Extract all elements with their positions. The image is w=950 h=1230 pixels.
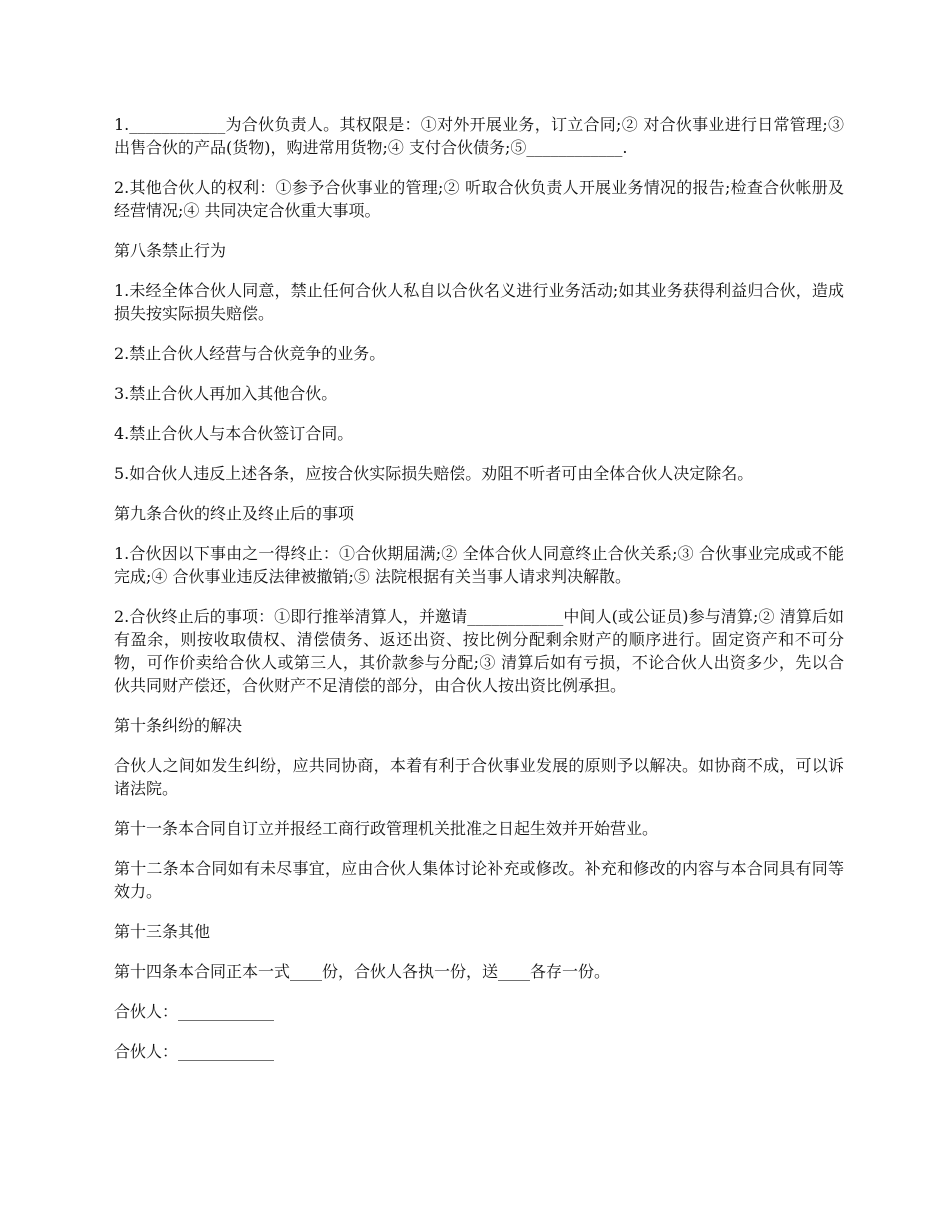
article-12-text: 第十二条本合同如有未尽事宜，应由合伙人集体讨论补充或修改。补充和修改的内容与本合同具有同等效力。 (114, 859, 844, 901)
article-8-item-2: 2.禁止合伙人经营与合伙竞争的业务。 (114, 344, 386, 363)
article-10-text: 合伙人之间如发生纠纷，应共同协商，本着有利于合伙事业发展的原则予以解决。如协商不成，可以诉诸法院。 (114, 756, 844, 798)
heading-article-10: 第十条纠纷的解决 (114, 716, 243, 735)
clause-partner-in-charge: 1.____________为合伙负责人。其权限是：①对外开展业务，订立合同;② 对合伙事业进行日常管理;③ 出售合伙的产品(货物)，购进常用货物;④ 支付合伙债务;⑤____________. (114, 115, 844, 157)
signature-line-partner-2: 合伙人：____________ (114, 1042, 275, 1061)
document-body (114, 113, 844, 1080)
clause-partner-rights: 2.其他合伙人的权利：①参予合伙事业的管理;② 听取合伙负责人开展业务情况的报告;检查合伙帐册及经营情况;④ 共同决定合伙重大事项。 (114, 178, 844, 220)
article-14-text: 第十四条本合同正本一式____份，合伙人各执一份，送____各存一份。 (114, 962, 611, 981)
article-8-item-4: 4.禁止合伙人与本合伙签订合同。 (114, 424, 354, 443)
heading-article-9: 第九条合伙的终止及终止后的事项 (114, 504, 355, 523)
heading-article-8: 第八条禁止行为 (114, 241, 227, 260)
heading-article-13: 第十三条其他 (114, 922, 211, 941)
article-8-item-3: 3.禁止合伙人再加入其他合伙。 (114, 384, 338, 403)
article-9-item-2: 2.合伙终止后的事项：①即行推举清算人，并邀请____________中间人(或公证员)参与清算;② 清算后如有盈余，则按收取债权、清偿债务、返还出资、按比例分配剩余财产的顺序进行。固定资产和不可分物，可作价卖给合伙人或第三人，其价款参与分配;③ 清算后如有亏损，不论合伙人出资多少，先以合伙共同财产偿还，合伙财产不足清偿的部分，由合伙人按出资比例承担。 (114, 607, 844, 695)
article-8-item-5: 5.如合伙人违反上述各条，应按合伙实际损失赔偿。劝阻不听者可由全体合伙人决定除名。 (114, 464, 754, 483)
article-8-item-1: 1.未经全体合伙人同意，禁止任何合伙人私自以合伙名义进行业务活动;如其业务获得利益归合伙，造成损失按实际损失赔偿。 (114, 281, 844, 323)
article-11-text: 第十一条本合同自订立并报经工商行政管理机关批准之日起生效并开始营业。 (114, 819, 659, 838)
article-9-item-1: 1.合伙因以下事由之一得终止：①合伙期届满;② 全体合伙人同意终止合伙关系;③ 合伙事业完成或不能完成;④ 合伙事业违反法律被撤销;⑤ 法院根据有关当事人请求判决解散。 (114, 544, 844, 586)
signature-line-partner-1: 合伙人：____________ (114, 1002, 275, 1021)
